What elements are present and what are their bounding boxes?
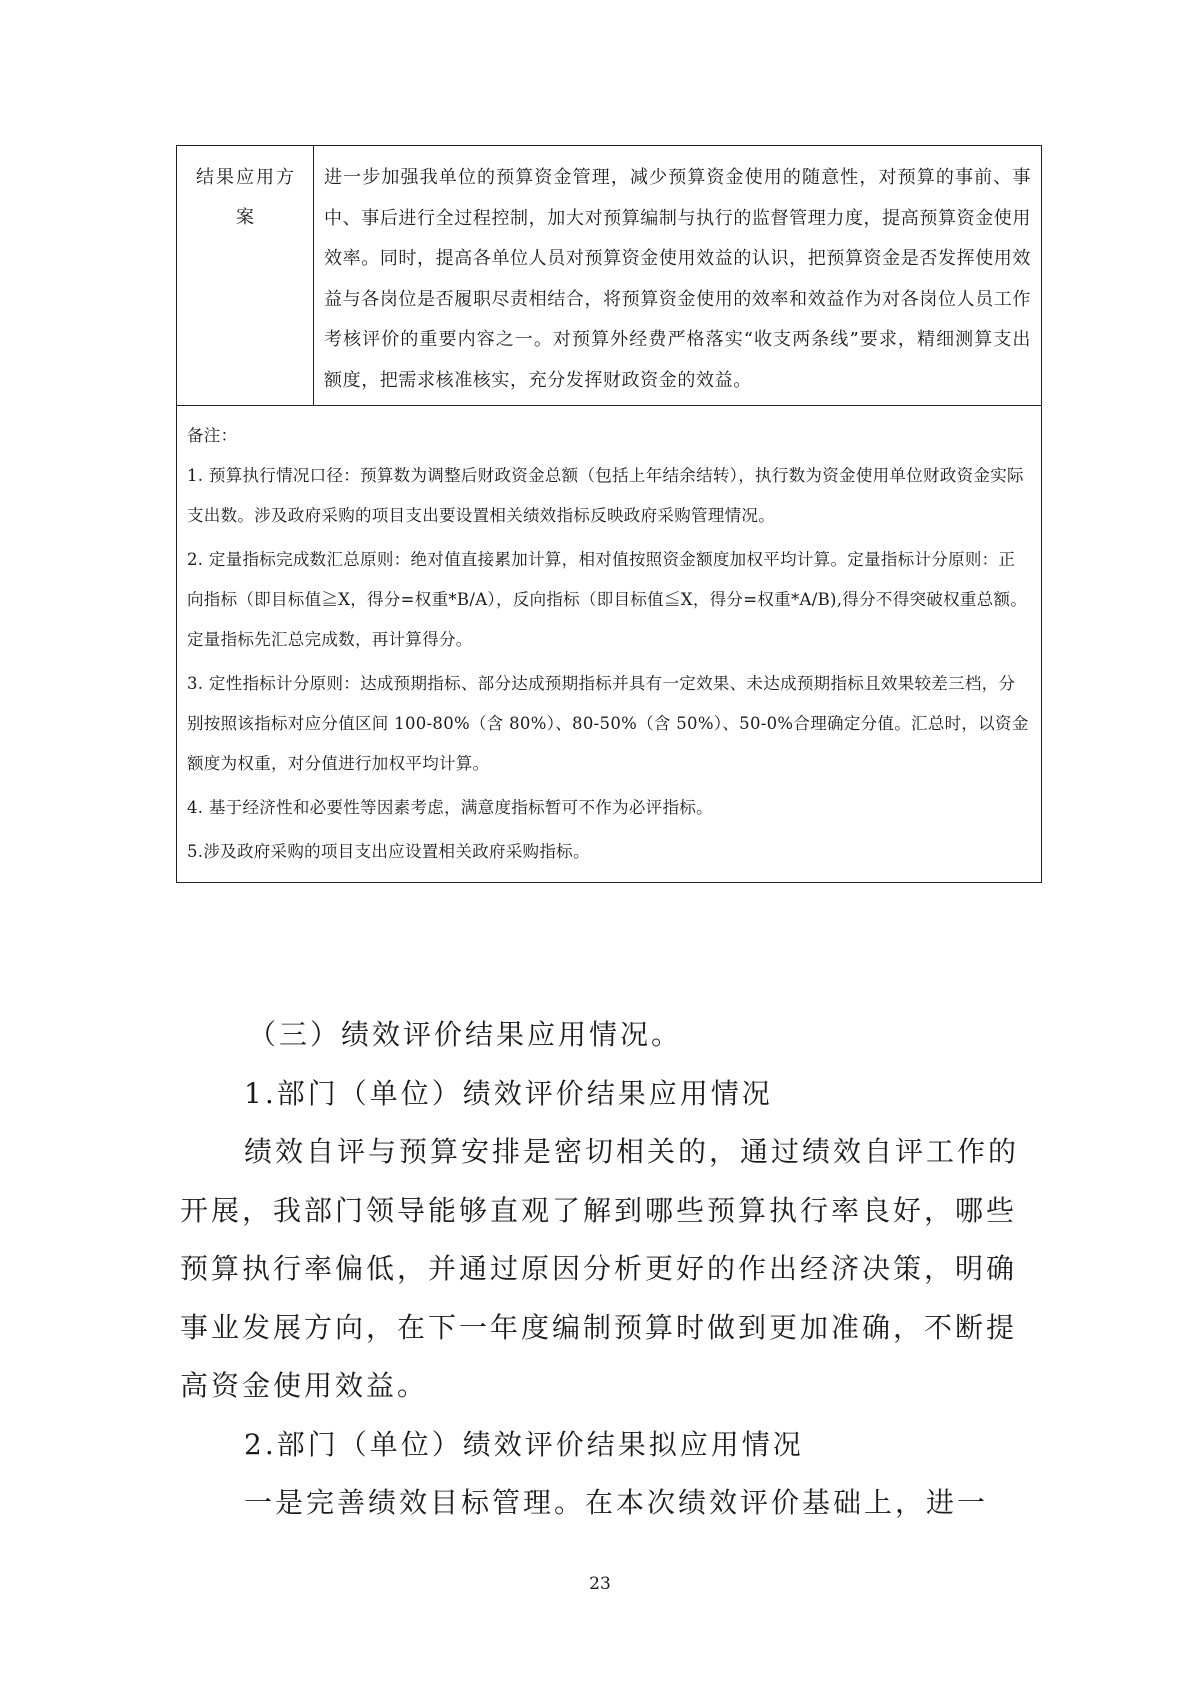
note-item-1: 1. 预算执行情况口径：预算数为调整后财政资金总额（包括上年结余结转），执行数为资金使用单位财政资金实际支出数。涉及政府采购的项目支出要设置相关绩效指标反映政府采购管理情况。 — [187, 466, 1024, 525]
subsection-2-heading: 2.部门（单位）绩效评价结果拟应用情况 — [244, 1427, 804, 1461]
body-section — [180, 1006, 1032, 1533]
subsection-1-heading: 1.部门（单位）绩效评价结果应用情况 — [244, 1076, 773, 1110]
results-application-table — [176, 145, 1042, 883]
note-item-2: 2. 定量指标完成数汇总原则：绝对值直接累加计算，相对值按照资金额度加权平均计算。定量指标计分原则：正向指标（即目标值≧X，得分=权重*B/A），反向指标（即目标值≦X，得分=权重*A/B),得分不得突破权重总额。定量指标先汇总完成数，再计算得分。 — [187, 550, 1028, 649]
note-item-4: 4. 基于经济性和必要性等因素考虑，满意度指标暂可不作为必评指标。 — [187, 798, 713, 817]
note-item-5: 5.涉及政府采购的项目支出应设置相关政府采购指标。 — [187, 842, 590, 861]
subsection-2-paragraph: 一是完善绩效目标管理。在本次绩效评价基础上，进一 — [244, 1486, 989, 1519]
notes-cell — [177, 406, 1041, 882]
notes-title: 备注： — [187, 426, 238, 445]
row-label-cell: 结果应用方案 — [177, 146, 314, 405]
page-number: 23 — [589, 1574, 611, 1594]
table-row — [177, 146, 1041, 406]
note-item-3: 3. 定性指标计分原则：达成预期指标、部分达成预期指标并具有一定效果、未达成预期指标且效果较差三档，分别按照该指标对应分值区间 100-80%（含 80%）、80-50%（含 50%）、50-0%合理确定分值。汇总时，以资金额度为权重，对分值进行加权平均计算。 — [187, 674, 1029, 773]
section-heading: （三）绩效评价结果应用情况。 — [248, 1018, 683, 1051]
row-content-cell: 进一步加强我单位的预算资金管理，减少预算资金使用的随意性，对预算的事前、事中、事后进行全过程控制，加大对预算编制与执行的监督管理力度，提高预算资金使用效率。同时，提高各单位人员对预算资金使用效益的认识，把预算资金是否发挥使用效益与各岗位是否履职尽责相结合，将预算资金使用的效率和效益作为对各岗位人员工作考核评价的重要内容之一。对预算外经费严格落实“收支两条线”要求，精细测算支出额度，把需求核准核实，充分发挥财政资金的效益。 — [324, 167, 1031, 391]
subsection-1-paragraph: 绩效自评与预算安排是密切相关的，通过绩效自评工作的开展，我部门领导能够直观了解到哪些预算执行率良好，哪些预算执行率偏低，并通过原因分析更好的作出经济决策，明确事业发展方向，在下一年度编制预算时做到更加准确，不断提高资金使用效益。 — [180, 1135, 1020, 1402]
